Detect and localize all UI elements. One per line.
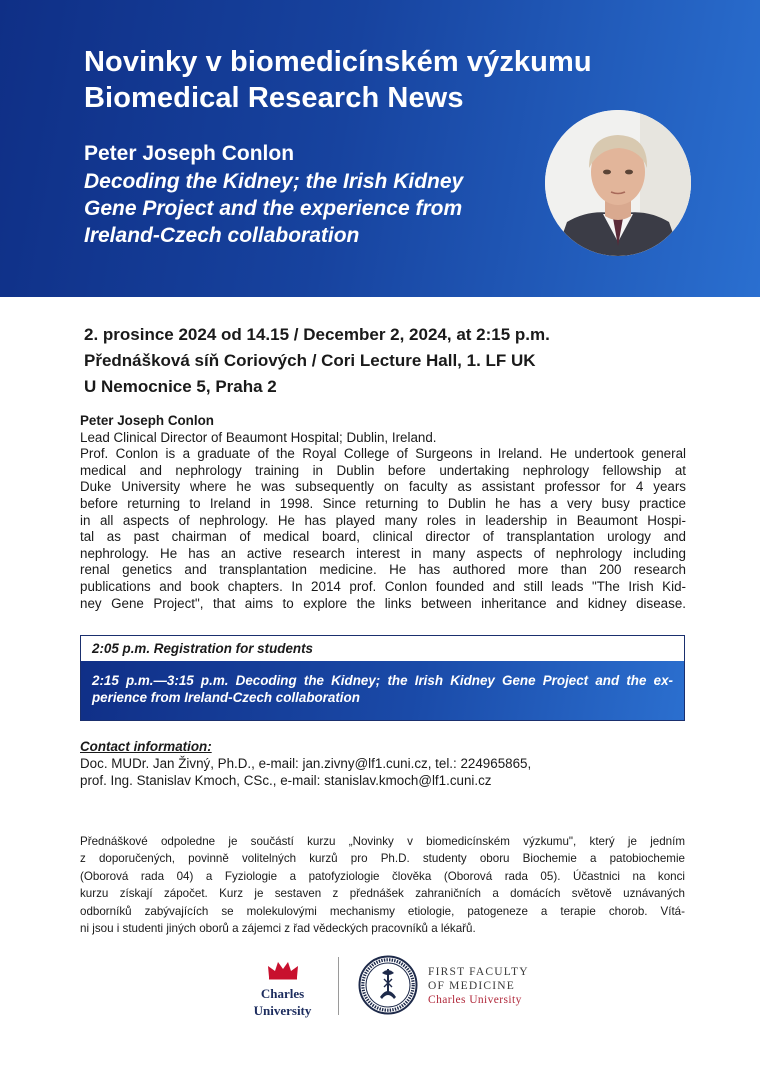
- contact-info: [80, 738, 531, 789]
- event-date: 2. prosince 2024 od 14.15 / December 2, 2024, at 2:15 p.m.: [84, 325, 550, 344]
- course-note: [80, 833, 685, 937]
- header-banner: [0, 0, 760, 297]
- note-line: odborníků zabývajících se molekulovými mechanismy etiologie, patogeneze a terapie chorob. Vítá-: [80, 904, 685, 918]
- charles-university-logo: [235, 960, 330, 1018]
- lecture-title-line: Gene Project and the experience from: [84, 197, 463, 220]
- contact-line: prof. Ing. Stanislav Kmoch, CSc., e-mail: stanislav.kmoch@lf1.cuni.cz: [80, 773, 492, 788]
- faculty-wordmark: [428, 965, 529, 1007]
- faculty-line: OF MEDICINE: [428, 980, 515, 992]
- event-address: U Nemocnice 5, Praha 2: [84, 377, 277, 396]
- note-line: z doporučených, povinně volitelných kurzů pro Ph.D. studenty oboru Biochemie a patobiochemie: [80, 852, 685, 866]
- event-details: [84, 322, 550, 400]
- speaker-name: Peter Joseph Conlon: [84, 142, 295, 165]
- note-line: ni jsou i studenti jiných oborů a zájemci z řad vědeckých pracovníků a lékařů.: [80, 922, 476, 936]
- contact-title: Contact information:: [80, 739, 212, 754]
- faculty-line: FIRST FACULTY: [428, 966, 529, 978]
- bio-line: Duke University where he was subsequently on faculty as assistant professor for 4 years: [80, 479, 686, 495]
- bio-line: medical and nephrology training in Dublin before undertaking nephrology fellowship at: [80, 462, 686, 478]
- program-talk-line: perience from Ireland-Czech collaboration: [92, 690, 360, 705]
- title-czech: Novinky v biomedicínském výzkumu: [84, 46, 592, 78]
- note-line: Přednáškové odpoledne je součástí kurzu „Novinky v biomedicínském výzkumu", který je jedním: [80, 835, 685, 848]
- title-english: Biomedical Research News: [84, 82, 464, 114]
- bio-line: ney Gene Project", that aims to explore the links between inheritance and kidney disease.: [80, 595, 686, 611]
- cu-name-line: Charles: [260, 986, 305, 1001]
- program-talk: [81, 661, 684, 720]
- bio-position: Lead Clinical Director of Beaumont Hospital; Dublin, Ireland.: [80, 429, 437, 445]
- lecture-title: [84, 168, 544, 249]
- bio-line: Prof. Conlon is a graduate of the Royal College of Surgeons in Ireland. He undertook general: [80, 446, 686, 462]
- event-hall: Přednášková síň Coriových / Cori Lecture Hall, 1. LF UK: [84, 351, 536, 370]
- bio-line: tal as past chairman of medical board, clinical director of transplantation urology and: [80, 529, 686, 545]
- faculty-line: Charles University: [428, 994, 522, 1006]
- bio-line: publications and book chapters. In 2014 prof. Conlon founded and still leads "The Irish Kid-: [80, 578, 686, 594]
- bio-name: Peter Joseph Conlon: [80, 413, 214, 428]
- logo-divider: [338, 957, 339, 1015]
- speaker-portrait: [545, 110, 691, 256]
- note-line: kurzu získají zápočet. Kurz je sestaven z přednášek zahraničních a domácích světově uznávaných: [80, 887, 685, 901]
- bio-line: nephrology. He has an active research interest in many aspects of nephrology including: [80, 545, 686, 561]
- cu-name-line: University: [253, 1003, 312, 1018]
- contact-line: Doc. MUDr. Jan Živný, Ph.D., e-mail: jan.zivny@lf1.cuni.cz, tel.: 224965865,: [80, 756, 532, 771]
- crown-icon: [266, 960, 300, 980]
- faculty-seal-icon: [358, 955, 418, 1015]
- note-line: (Oborová rada 04) a Fyziologie a patofyziologie člověka (Oborová rada 05). Účastnici na konci: [80, 869, 685, 883]
- footer-logos: [0, 955, 760, 1025]
- bio-line: before returning to Ireland in 1998. Since returning to Dublin he has a very busy practice: [80, 495, 686, 511]
- bio-line: renal genetics and transplantation medicine. He has authored more than 200 research: [80, 562, 686, 578]
- speaker-bio: [80, 413, 686, 612]
- lecture-title-line: Ireland-Czech collaboration: [84, 224, 360, 247]
- lecture-title-line: Decoding the Kidney; the Irish Kidney: [84, 170, 464, 193]
- page-title: [84, 44, 592, 116]
- program-talk-line: 2:15 p.m.—3:15 p.m. Decoding the Kidney; the Irish Kidney Gene Project and the ex-: [92, 673, 673, 688]
- program-registration: 2:05 p.m. Registration for students: [81, 636, 684, 661]
- bio-line: in all aspects of nephrology. He has played many roles in leadership in Beaumont Hospi-: [80, 512, 686, 528]
- program-box: [80, 635, 685, 721]
